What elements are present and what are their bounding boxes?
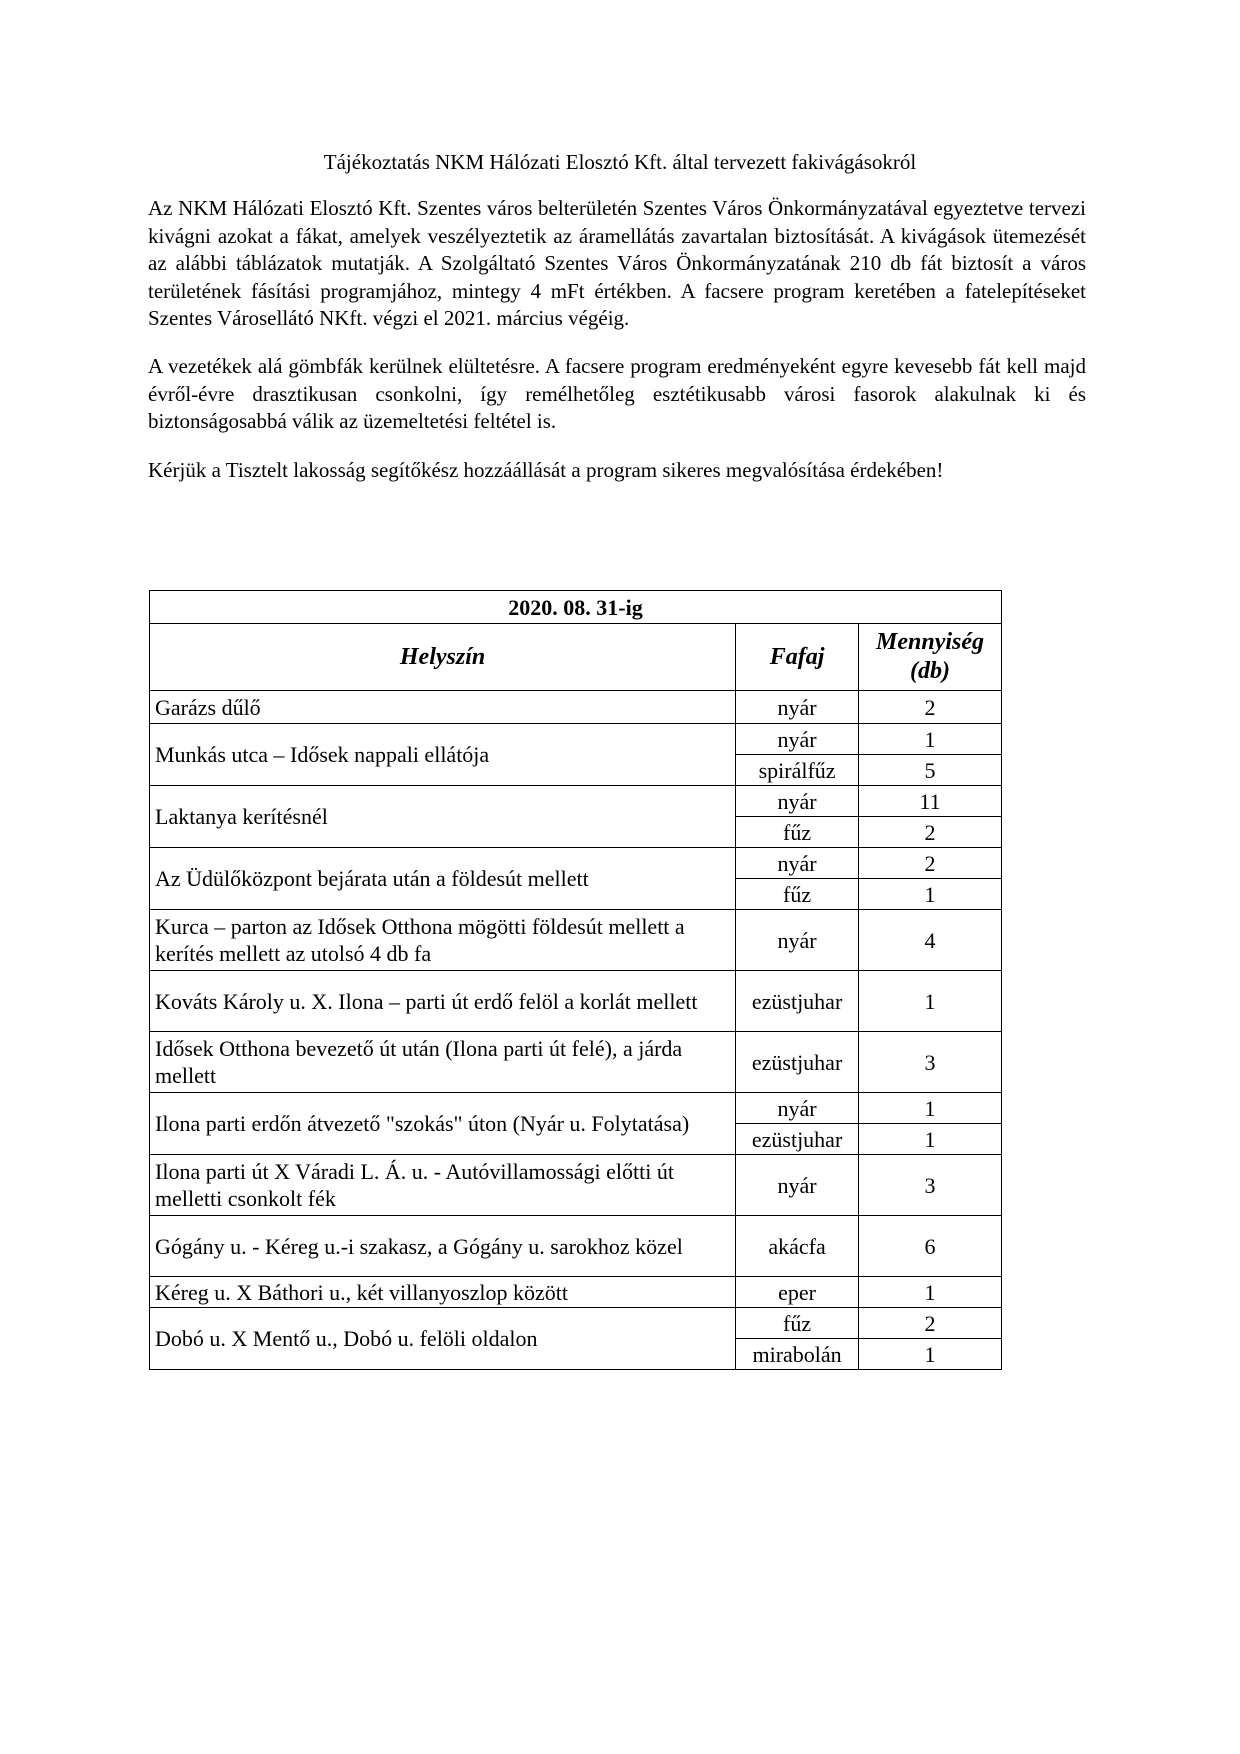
species-cell: nyár: [736, 848, 859, 879]
quantity-cell: 4: [859, 910, 1002, 971]
quantity-cell: 2: [859, 848, 1002, 879]
quantity-cell: 1: [859, 971, 1002, 1032]
table-row: [150, 1155, 1002, 1216]
species-cell: nyár: [736, 1155, 859, 1216]
table-row: [150, 1093, 1002, 1124]
species-cell: nyár: [736, 691, 859, 724]
species-cell: akácfa: [736, 1216, 859, 1277]
table-caption: 2020. 08. 31-ig: [150, 591, 1002, 624]
quantity-cell: 2: [859, 691, 1002, 724]
quantity-cell: 2: [859, 817, 1002, 848]
species-cell: ezüstjuhar: [736, 1032, 859, 1093]
request-paragraph: Kérjük a Tisztelt lakosság segítőkész hozzáállását a program sikeres megvalósítása érdekében!: [148, 458, 944, 482]
species-cell: fűz: [736, 817, 859, 848]
quantity-cell: 1: [859, 1339, 1002, 1370]
table-row: [150, 724, 1002, 755]
species-cell: ezüstjuhar: [736, 971, 859, 1032]
species-cell: nyár: [736, 1093, 859, 1124]
quantity-cell: 3: [859, 1155, 1002, 1216]
species-cell: fűz: [736, 1308, 859, 1339]
quantity-cell: 11: [859, 786, 1002, 817]
location-cell: Kurca – parton az Idősek Otthona mögötti földesút mellett a kerítés mellett az utolsó 4 db fa: [150, 910, 736, 971]
location-cell: Dobó u. X Mentő u., Dobó u. felöli oldalon: [150, 1308, 736, 1370]
location-cell: Ilona parti erdőn átvezető "szokás" úton (Nyár u. Folytatása): [150, 1093, 736, 1155]
species-cell: ezüstjuhar: [736, 1124, 859, 1155]
species-cell: nyár: [736, 724, 859, 755]
species-cell: mirabolán: [736, 1339, 859, 1370]
header-quantity: Mennyiség (db): [859, 624, 1002, 691]
table-row: [150, 910, 1002, 971]
table-row: [150, 691, 1002, 724]
header-species: Fafaj: [736, 624, 859, 691]
quantity-cell: 2: [859, 1308, 1002, 1339]
quantity-cell: 1: [859, 879, 1002, 910]
quantity-cell: 1: [859, 724, 1002, 755]
tree-felling-table: [149, 590, 1002, 1370]
table-row: [150, 1277, 1002, 1308]
table-row: [150, 1032, 1002, 1093]
table-row: [150, 786, 1002, 817]
quantity-cell: 1: [859, 1124, 1002, 1155]
document-title: Tájékoztatás NKM Hálózati Elosztó Kft. által tervezett fakivágásokról: [323, 150, 917, 174]
location-cell: Az Üdülőközpont bejárata után a földesút mellett: [150, 848, 736, 910]
program-paragraph: A vezetékek alá gömbfák kerülnek elültetésre. A facsere program eredményeként egyre kevesebb fát kell majd évről-évre drasztikusan csonkolni, így remélhetőleg esztétikusabb városi fasorok alakulnak ki és biztonságosabbá válik az üzemeltetési feltétel is.: [148, 354, 1086, 433]
intro-paragraph: Az NKM Hálózati Elosztó Kft. Szentes város belterületén Szentes Város Önkormányzatával egyeztetve tervezi kivágni azokat a fákat, amelyek veszélyeztetik az áramellátás zavartalan biztosítását. A kivágások ütemezését az alábbi táblázatok mutatják. A Szolgáltató Szentes Város Önkormányzatának 210 db fát biztosít a város területének fásítási programjához, mintegy 4 mFt értékben. A facsere program keretében a fatelepítéseket Szentes Városellátó NKft. végzi el 2021. március végéig.: [148, 196, 1086, 330]
species-cell: spirálfűz: [736, 755, 859, 786]
quantity-cell: 6: [859, 1216, 1002, 1277]
location-cell: Kéreg u. X Báthori u., két villanyoszlop között: [150, 1277, 736, 1308]
species-cell: eper: [736, 1277, 859, 1308]
quantity-cell: 1: [859, 1093, 1002, 1124]
location-cell: Garázs dűlő: [150, 691, 736, 724]
table-row: [150, 971, 1002, 1032]
table-row: [150, 1216, 1002, 1277]
location-cell: Laktanya kerítésnél: [150, 786, 736, 848]
location-cell: Idősek Otthona bevezető út után (Ilona parti út felé), a járda mellett: [150, 1032, 736, 1093]
species-cell: nyár: [736, 910, 859, 971]
quantity-cell: 5: [859, 755, 1002, 786]
quantity-cell: 3: [859, 1032, 1002, 1093]
table-body: [150, 691, 1002, 1370]
header-location: Helyszín: [150, 624, 736, 691]
species-cell: nyár: [736, 786, 859, 817]
location-cell: Munkás utca – Idősek nappali ellátója: [150, 724, 736, 786]
location-cell: Gógány u. - Kéreg u.-i szakasz, a Gógány u. sarokhoz közel: [150, 1216, 736, 1277]
quantity-cell: 1: [859, 1277, 1002, 1308]
table-row: [150, 1308, 1002, 1339]
location-cell: Kováts Károly u. X. Ilona – parti út erdő felöl a korlát mellett: [150, 971, 736, 1032]
species-cell: fűz: [736, 879, 859, 910]
table-row: [150, 848, 1002, 879]
location-cell: Ilona parti út X Váradi L. Á. u. - Autóvillamossági előtti út melletti csonkolt fék: [150, 1155, 736, 1216]
